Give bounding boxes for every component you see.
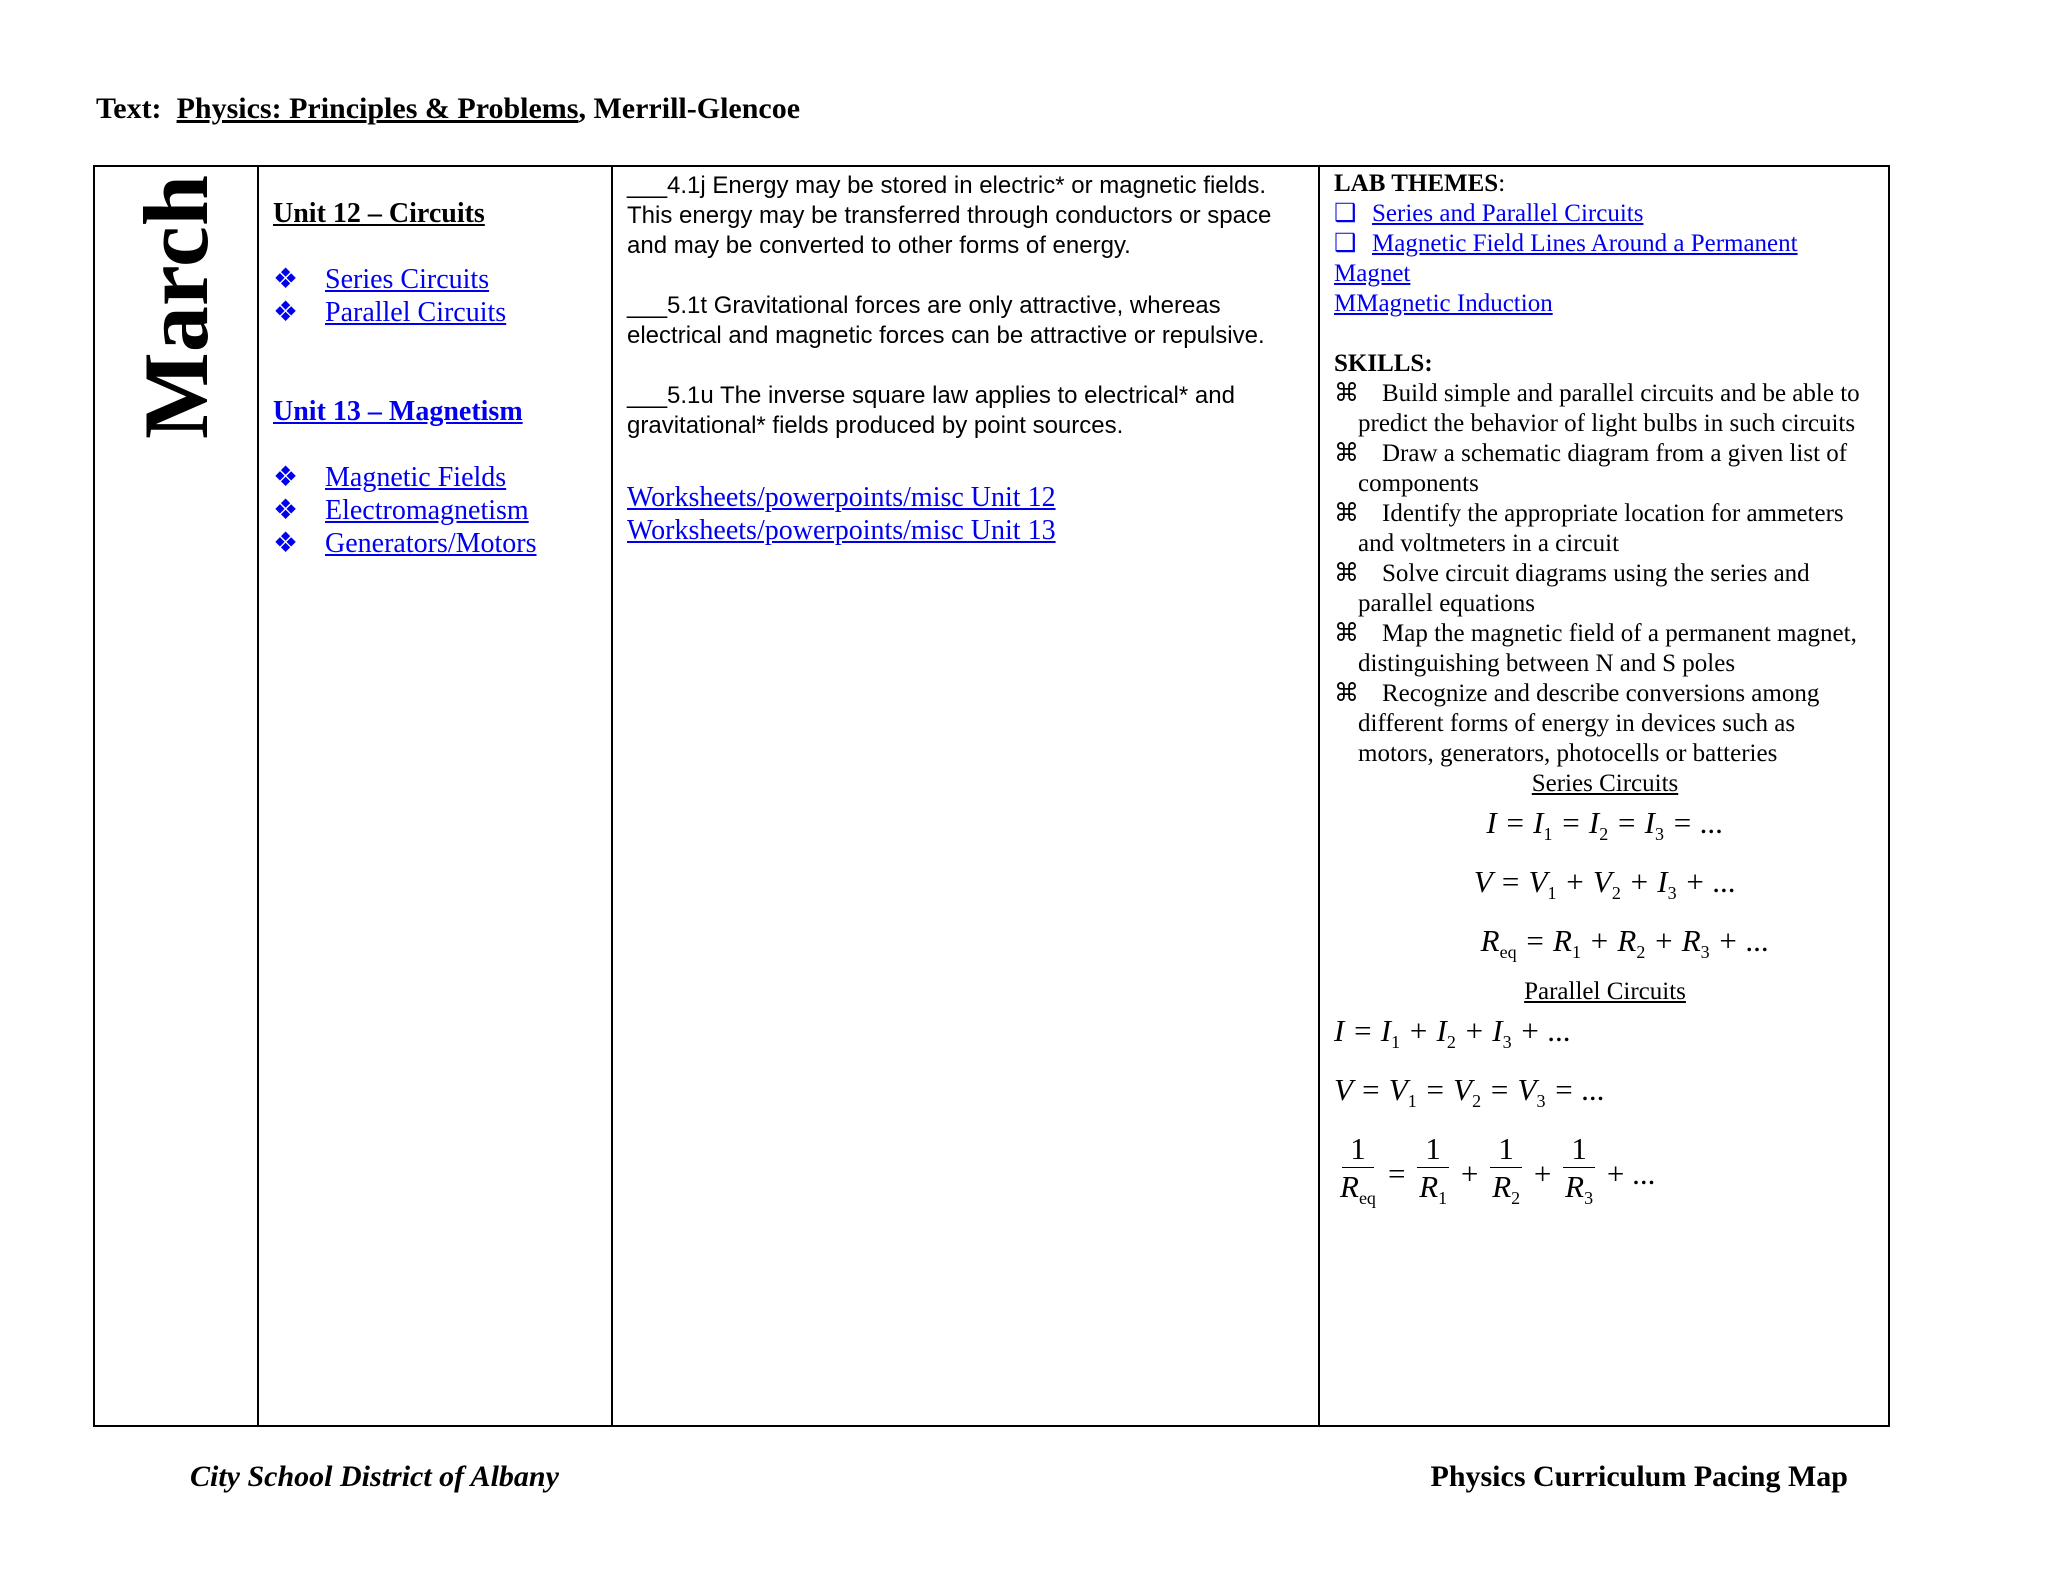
- diamond-bullet-icon: ❖: [273, 462, 299, 493]
- parallel-current-equation: $I = I_1 + I_2 + I_3$ + ...: [1334, 1012, 1572, 1052]
- textbook-title: Physics: Principles & Problems: [176, 92, 579, 125]
- publisher: , Merrill-Glencoe: [578, 92, 801, 125]
- labs-skills-cell: [1319, 166, 1889, 1426]
- list-item: ⌘ Build simple and parallel circuits and be able to predict the behavior of light bulbs in such circuits: [1334, 380, 1860, 437]
- unit13-title-link[interactable]: Unit 13 – Magnetism: [273, 396, 523, 427]
- lab-themes-heading: LAB THEMES:: [1334, 170, 1506, 197]
- list-item: ⌘ Map the magnetic field of a permanent magnet, distinguishing between N and S poles: [1334, 620, 1857, 677]
- unit12-title: Unit 12 – Circuits: [273, 198, 485, 229]
- lab-item[interactable]: [1334, 229, 1876, 289]
- document-header: [96, 92, 800, 126]
- list-item[interactable]: [273, 527, 597, 560]
- worksheet-link-unit13[interactable]: Worksheets/powerpoints/misc Unit 13: [627, 515, 1056, 546]
- worksheet-link-unit12[interactable]: Worksheets/powerpoints/misc Unit 12: [627, 482, 1056, 513]
- topic-link-magnetic-fields[interactable]: Magnetic Fields: [325, 462, 507, 493]
- list-item[interactable]: [273, 296, 597, 329]
- standard-5-1t: ___5.1t Gravitational forces are only attractive, whereas electrical and magnetic forces can be attractive or repulsive.: [627, 292, 1265, 349]
- units-cell: [258, 166, 612, 1426]
- topic-link-parallel-circuits[interactable]: Parallel Circuits: [325, 297, 507, 328]
- unit12-topic-list: [273, 263, 597, 329]
- lab-item[interactable]: [1334, 199, 1876, 229]
- series-resistance-equation: $R_{eq} = R_1 + R_2 + R_3$ + ...: [1480, 923, 1770, 963]
- checkbox-icon: ❑: [1334, 200, 1357, 227]
- lab-link-series-parallel[interactable]: Series and Parallel Circuits: [1372, 200, 1644, 227]
- pacing-table: [93, 165, 1890, 1427]
- command-bullet-icon: ⌘: [1334, 680, 1359, 707]
- footer-document-title: Physics Curriculum Pacing Map: [1430, 1460, 1848, 1493]
- command-bullet-icon: ⌘: [1334, 500, 1359, 527]
- diamond-bullet-icon: ❖: [273, 264, 299, 295]
- footer-district: City School District of Albany: [190, 1460, 559, 1493]
- list-item: ⌘ Draw a schematic diagram from a given list of components: [1334, 440, 1848, 497]
- worksheet-links: [627, 481, 1304, 547]
- command-bullet-icon: ⌘: [1334, 440, 1359, 467]
- standard-4-1j: ___4.1j Energy may be stored in electric* or magnetic fields. This energy may be transferred through conductors or space and may be converted to other forms of energy.: [627, 172, 1272, 259]
- list-item[interactable]: [273, 494, 597, 527]
- series-voltage-equation: $V = V_1 + V_2 + I_3$ + ...: [1473, 864, 1737, 904]
- skills-list: [1334, 379, 1876, 769]
- topic-link-series-circuits[interactable]: Series Circuits: [325, 264, 490, 295]
- lab-link-magnetic-induction[interactable]: MMagnetic Induction: [1334, 290, 1553, 317]
- diamond-bullet-icon: ❖: [273, 297, 299, 328]
- month-label: March: [125, 174, 227, 440]
- list-item[interactable]: [273, 461, 597, 494]
- list-item[interactable]: [273, 263, 597, 296]
- standards-cell: [612, 166, 1319, 1426]
- series-circuits-heading: Series Circuits: [1531, 770, 1679, 797]
- unit13-topic-list: [273, 461, 597, 560]
- lab-link-magnetic-field-lines[interactable]: Magnetic Field Lines Around a Permanent Magnet: [1334, 230, 1798, 287]
- list-item: ⌘ Identify the appropriate location for ammeters and voltmeters in a circuit: [1334, 500, 1844, 557]
- topic-link-generators-motors[interactable]: Generators/Motors: [325, 528, 537, 559]
- standard-5-1u: ___5.1u The inverse square law applies to electrical* and gravitational* fields produced by point sources.: [627, 382, 1235, 439]
- parallel-voltage-equation: $V = V_1 = V_2 = V_3$ = ...: [1334, 1071, 1606, 1111]
- command-bullet-icon: ⌘: [1334, 620, 1359, 647]
- checkbox-icon: ❑: [1334, 230, 1357, 257]
- header-label: Text:: [96, 92, 162, 125]
- parallel-resistance-equation: $\frac{1}{R_{eq}}$ = $\frac{1}{R_1}$ + $\frac{1}{R_2}$ + $\frac{1}{R_3}$ + ...: [1340, 1130, 1656, 1209]
- list-item: ⌘ Recognize and describe conversions among different forms of energy in devices such as motors, generators, photocells or batteries: [1334, 680, 1820, 767]
- skills-heading: SKILLS:: [1334, 350, 1433, 377]
- month-cell: [94, 166, 258, 1426]
- parallel-circuits-heading: Parallel Circuits: [1524, 977, 1686, 1005]
- series-current-equation: $I = I_1 = I_2 = I_3$ = ...: [1486, 805, 1724, 845]
- command-bullet-icon: ⌘: [1334, 560, 1359, 587]
- command-bullet-icon: ⌘: [1334, 380, 1359, 407]
- diamond-bullet-icon: ❖: [273, 495, 299, 526]
- topic-link-electromagnetism[interactable]: Electromagnetism: [325, 495, 529, 526]
- diamond-bullet-icon: ❖: [273, 528, 299, 559]
- list-item: ⌘ Solve circuit diagrams using the series and parallel equations: [1334, 560, 1810, 617]
